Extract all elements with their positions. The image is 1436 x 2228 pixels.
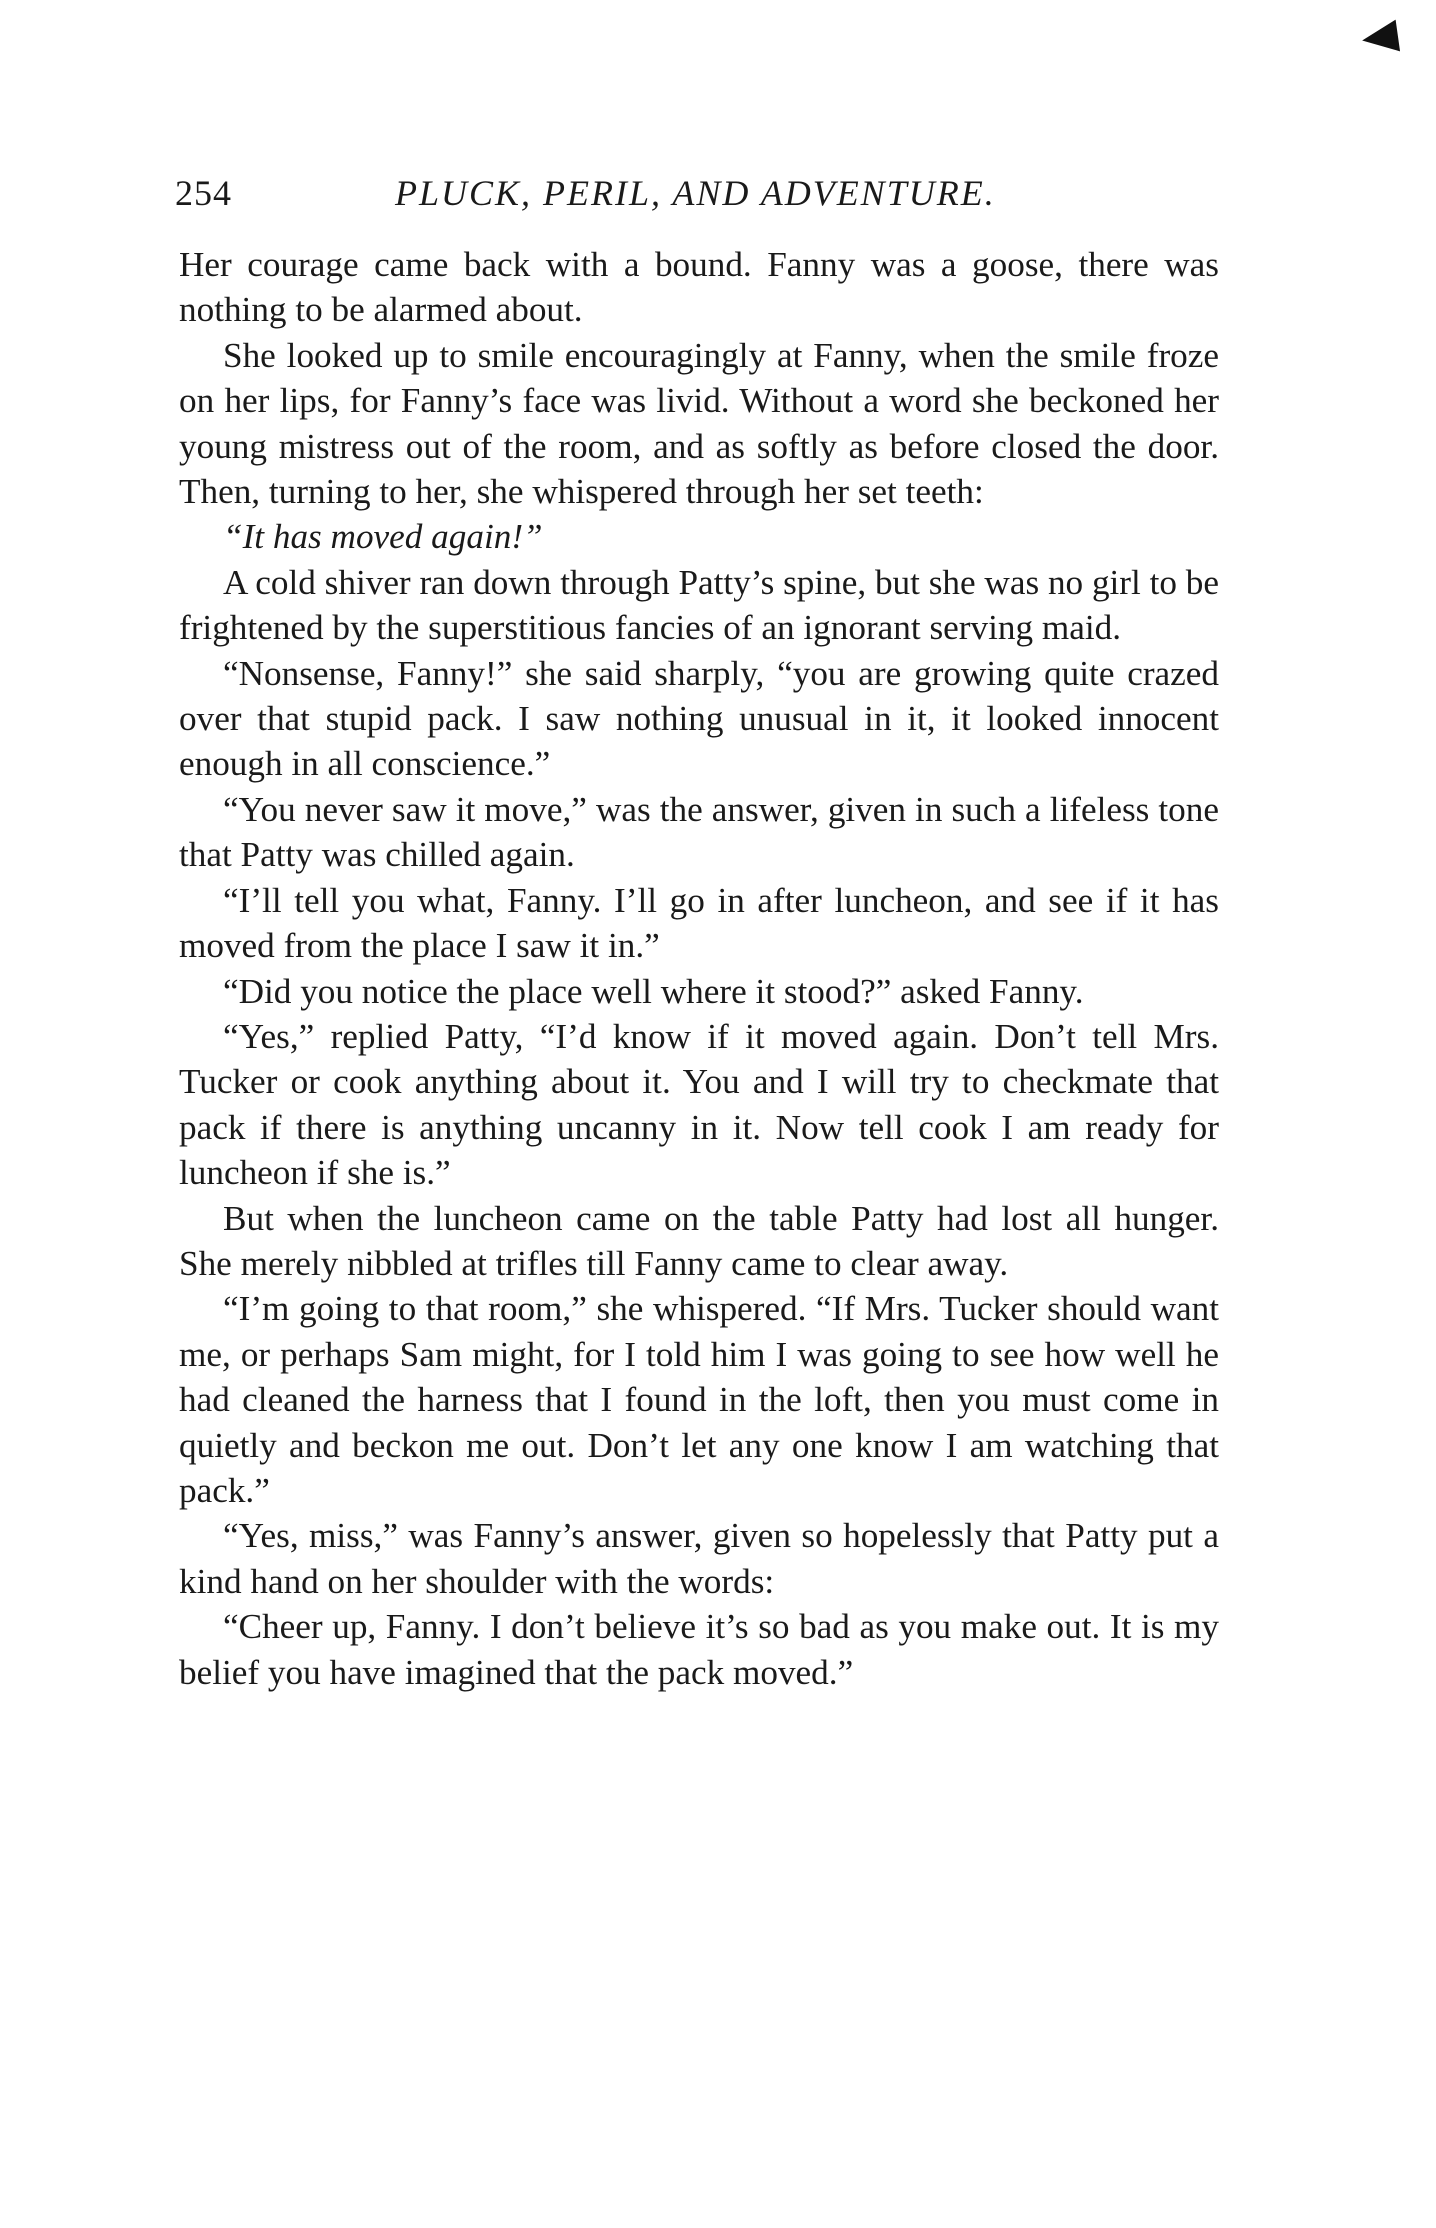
page-header bbox=[175, 172, 1235, 222]
paragraph: “Did you notice the place well where it stood?” asked Fanny. bbox=[223, 971, 1084, 1011]
paragraph: “It has moved again!” bbox=[223, 517, 543, 557]
page-number: 254 bbox=[175, 173, 232, 213]
paragraph: Her courage came back with a bound. Fanny was a goose, there was nothing to be alarmed about. bbox=[179, 245, 1219, 330]
paragraph: A cold shiver ran down through Patty’s spine, but she was no girl to be frightened by the superstitious fancies of an ignorant serving maid. bbox=[179, 562, 1219, 648]
running-title: PLUCK, PERIL, AND ADVENTURE. bbox=[395, 173, 996, 213]
paragraph: “Nonsense, Fanny!” she said sharply, “you are growing quite crazed over that stupid pack. I saw nothing unusual in it, it looked innocent enough in all conscience.” bbox=[179, 653, 1219, 784]
paragraph: “Yes,” replied Patty, “I’d know if it moved again. Don’t tell Mrs. Tucker or cook anything about it. You and I will try to checkmate that pack if there is anything uncanny in it. Now tell cook I am ready for luncheon if she is.” bbox=[179, 1016, 1219, 1193]
paragraph: “I’ll tell you what, Fanny. I’ll go in after luncheon, and see if it has moved from the place I saw it in.” bbox=[179, 880, 1219, 966]
paragraph: “I’m going to that room,” she whispered. “If Mrs. Tucker should want me, or perhaps Sam might, for I told him I was going to see how well he had cleaned the harness that I found in the loft, then you must come in quietly and beckon me out. Don’t let any one know I am watching that pack.” bbox=[179, 1289, 1219, 1510]
paragraph: “You never saw it move,” was the answer, given in such a lifeless tone that Patty was chilled again. bbox=[179, 789, 1219, 875]
body-text bbox=[179, 242, 1219, 1695]
corner-arrow-icon bbox=[1360, 20, 1400, 57]
paragraph: She looked up to smile encouragingly at Fanny, when the smile froze on her lips, for Fanny’s face was livid. Without a word she beckoned her young mistress out of the room, and as softly as before closed the door. Then, turning to her, she whispered through her set teeth: bbox=[179, 335, 1219, 512]
paragraph: “Yes, miss,” was Fanny’s answer, given so hopelessly that Patty put a kind hand on her shoulder with the words: bbox=[179, 1516, 1219, 1601]
paragraph: But when the luncheon came on the table Patty had lost all hunger. She merely nibbled at trifles till Fanny came to clear away. bbox=[179, 1198, 1219, 1283]
paragraph: “Cheer up, Fanny. I don’t believe it’s so bad as you make out. It is my belief you have imagined that the pack moved.” bbox=[179, 1607, 1219, 1692]
